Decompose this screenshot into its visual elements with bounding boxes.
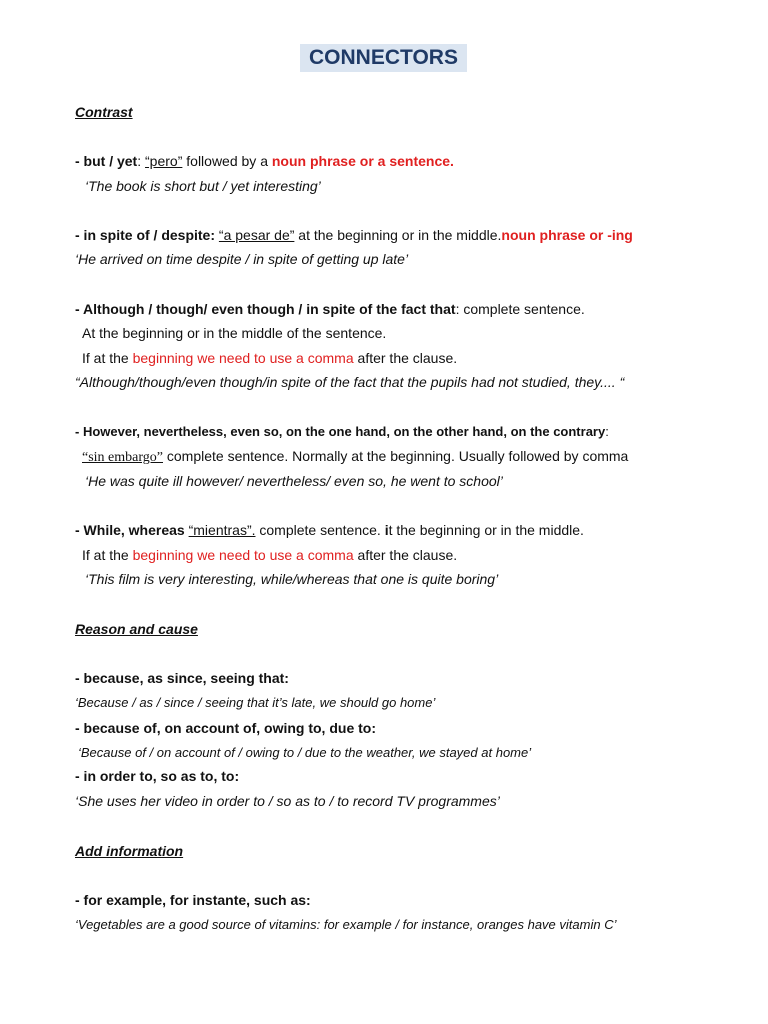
page-title: CONNECTORS [300, 44, 467, 72]
entry-while-whereas: - While, whereas “mientras”. complete sentence. it the beginning or in the middle. [75, 522, 584, 538]
example-although: “Although/though/even though/in spite of the fact that the pupils had not studied, they.... “ [75, 374, 625, 390]
translation: “mientras”. [188, 522, 256, 538]
entry-although: - Although / though/ even though / in spite of the fact that: complete sentence. [75, 301, 585, 317]
emphasis: noun phrase or -ing [501, 227, 633, 243]
translation: “a pesar de” [218, 227, 295, 243]
section-heading-add-information: Add information [75, 843, 184, 859]
example-while-whereas: ‘This film is very interesting, while/whereas that one is quite boring’ [85, 571, 499, 587]
example-because-of: ‘Because of / on account of / owing to / due to the weather, we stayed at home’ [78, 745, 532, 760]
example-in-spite-of: ‘He arrived on time despite / in spite of getting up late’ [75, 251, 409, 267]
term: - in spite of / despite: [75, 227, 216, 243]
term: - While, whereas [75, 522, 185, 538]
section-heading-contrast: Contrast [75, 104, 133, 120]
term: - but / yet [75, 153, 138, 169]
entry-for-example: - for example, for instante, such as: [75, 892, 311, 908]
entry-because: - because, as since, seeing that: [75, 670, 289, 686]
section-heading-reason: Reason and cause [75, 621, 198, 637]
translation: “pero” [145, 153, 183, 169]
while-line-2: If at the beginning we need to use a comma after the clause. [82, 547, 458, 563]
entry-however: - However, nevertheless, even so, on the one hand, on the other hand, on the contrary: [75, 424, 609, 439]
example-however: ‘He was quite ill however/ nevertheless/ even so, he went to school’ [85, 473, 503, 489]
although-line-3: If at the beginning we need to use a comma after the clause. [82, 350, 458, 366]
example-in-order-to: ‘She uses her video in order to / so as to / to record TV programmes’ [75, 793, 500, 809]
however-line-2: “sin embargo” complete sentence. Normally at the beginning. Usually followed by comma [82, 448, 629, 465]
translation: “sin embargo” [82, 450, 163, 465]
entry-because-of: - because of, on account of, owing to, due to: [75, 720, 376, 736]
term: - Although / though/ even though / in spite of the fact that [75, 301, 456, 317]
emphasis: noun phrase or a sentence. [271, 153, 454, 169]
although-line-2: At the beginning or in the middle of the sentence. [82, 325, 387, 341]
example-for-example: ‘Vegetables are a good source of vitamins: for example / for instance, oranges have vitamin C’ [75, 917, 617, 932]
entry-in-order-to: - in order to, so as to, to: [75, 768, 240, 784]
entry-but-yet: - but / yet: “pero” followed by a noun phrase or a sentence. [75, 153, 454, 169]
term: - However, nevertheless, even so, on the one hand, on the other hand, on the contrary [75, 424, 606, 439]
entry-in-spite-of: - in spite of / despite: “a pesar de” at the beginning or in the middle.noun phrase or -ing [75, 227, 633, 243]
example-because: ‘Because / as / since / seeing that it’s late, we should go home’ [75, 695, 436, 710]
example-but-yet: ‘The book is short but / yet interesting’ [85, 178, 321, 194]
